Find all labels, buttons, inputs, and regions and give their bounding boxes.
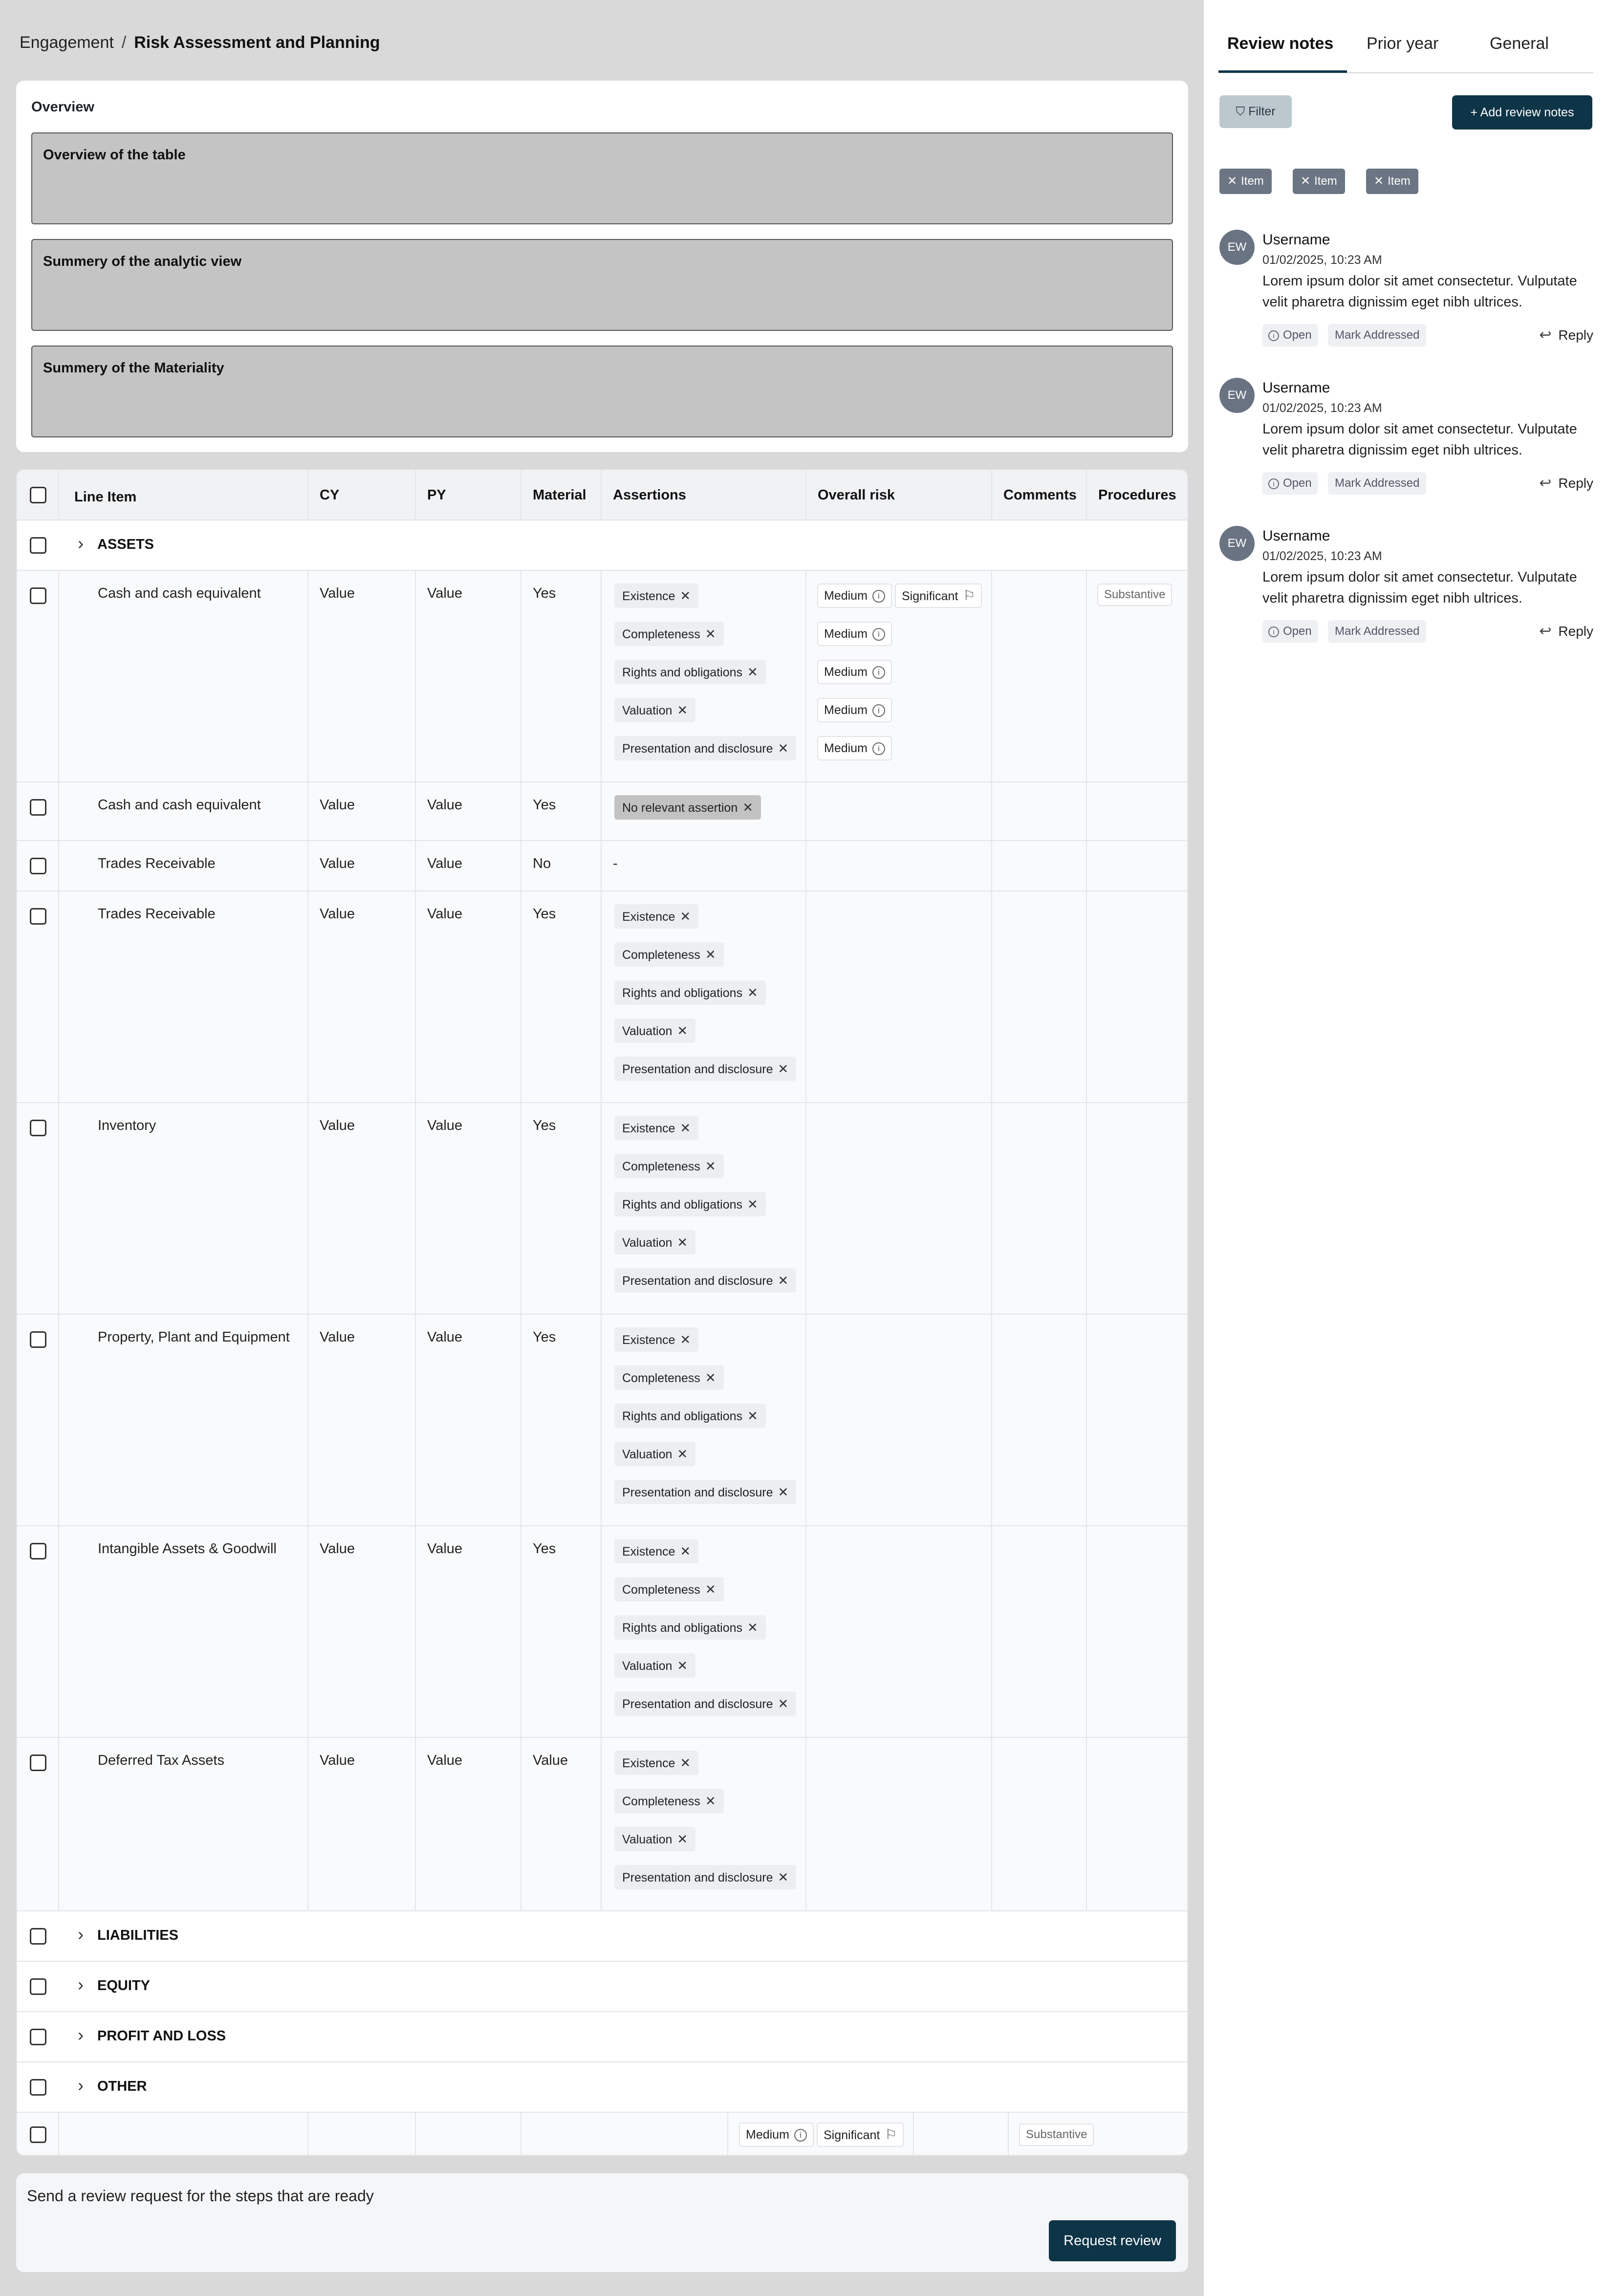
assertion-label: Presentation and disclosure xyxy=(622,1274,773,1288)
header-overall-risk[interactable]: Overall risk xyxy=(818,487,895,503)
material-value: Yes xyxy=(533,906,556,922)
note-status-badge xyxy=(1262,620,1318,643)
tab-general[interactable]: General xyxy=(1490,34,1549,53)
close-icon[interactable]: ✕ xyxy=(1374,174,1384,188)
close-icon[interactable]: ✕ xyxy=(705,947,716,962)
assertion-tag[interactable] xyxy=(614,622,724,646)
column-divider xyxy=(307,470,308,520)
significant-badge[interactable] xyxy=(895,584,982,608)
cy-value: Value xyxy=(320,1753,355,1768)
py-value: Value xyxy=(427,856,463,871)
assertion-tag[interactable] xyxy=(614,980,766,1005)
assertion-tag[interactable] xyxy=(614,1327,698,1352)
close-icon[interactable]: ✕ xyxy=(705,1794,716,1808)
overview-table-box[interactable] xyxy=(31,132,1173,224)
group-row-profit-and-loss[interactable] xyxy=(17,2012,1188,2062)
assertion-label: Existence xyxy=(622,1122,675,1135)
chevron-right-icon[interactable]: › xyxy=(78,1924,84,1944)
close-icon[interactable]: ✕ xyxy=(680,588,691,603)
row-checkbox[interactable] xyxy=(30,587,46,604)
column-divider xyxy=(913,2113,914,2156)
risk-badge[interactable] xyxy=(817,736,892,760)
py-value: Value xyxy=(427,1541,463,1557)
row-checkbox[interactable] xyxy=(30,1928,46,1945)
close-icon[interactable]: ✕ xyxy=(742,800,754,815)
header-material[interactable]: Material xyxy=(533,487,586,503)
group-row-assets[interactable] xyxy=(17,520,1188,571)
column-divider xyxy=(58,571,59,1911)
filter-label: Filter xyxy=(1248,105,1276,118)
column-divider xyxy=(307,571,308,1911)
header-procedures[interactable]: Procedures xyxy=(1098,487,1176,503)
material-value: Value xyxy=(533,1753,568,1768)
assertion-label: Valuation xyxy=(622,1659,673,1673)
tab-prior-year[interactable]: Prior year xyxy=(1367,34,1439,53)
materiality-summary-label: Summery of the Materiality xyxy=(43,360,224,376)
material-value: Yes xyxy=(533,1541,556,1557)
assertion-label: Rights and obligations xyxy=(622,1621,742,1635)
significant-label: Significant xyxy=(902,589,958,603)
row-checkbox[interactable] xyxy=(30,2079,46,2096)
table-row xyxy=(17,782,1188,841)
row-checkbox[interactable] xyxy=(30,2029,46,2045)
panel-tabs xyxy=(1218,0,1593,73)
risk-badge[interactable] xyxy=(817,622,892,646)
line-item-name: Inventory xyxy=(98,1118,156,1133)
assertion-tag[interactable] xyxy=(614,584,698,608)
header-assertions[interactable]: Assertions xyxy=(613,487,686,503)
info-icon: i xyxy=(1268,478,1279,489)
mark-addressed-button[interactable]: Mark Addressed xyxy=(1328,620,1426,643)
flag-icon: ⚐ xyxy=(885,2127,897,2142)
assertion-label: Rights and obligations xyxy=(622,666,742,679)
chip-label: Item xyxy=(1314,174,1337,188)
note-timestamp: 01/02/2025, 10:23 AM xyxy=(1262,253,1382,267)
column-divider xyxy=(1086,571,1087,1911)
py-value: Value xyxy=(427,906,463,922)
chevron-right-icon[interactable]: › xyxy=(78,2075,84,2095)
info-icon: i xyxy=(1268,627,1279,637)
assertion-label: Existence xyxy=(622,1756,675,1770)
column-divider xyxy=(58,470,59,520)
cy-value: Value xyxy=(320,1118,355,1133)
group-label-equity: EQUITY xyxy=(97,1978,150,1993)
risk-badge[interactable] xyxy=(739,2123,814,2147)
reply-icon: ↩ xyxy=(1539,327,1552,343)
review-request-text: Send a review request for the steps that are ready xyxy=(27,2187,374,2205)
reply-button[interactable] xyxy=(1539,472,1593,495)
assertion-label: Existence xyxy=(622,1545,675,1559)
py-value: Value xyxy=(427,1753,463,1768)
group-row-equity[interactable] xyxy=(17,1962,1188,2012)
info-icon[interactable]: i xyxy=(872,742,885,755)
column-divider xyxy=(727,2113,728,2156)
close-icon[interactable]: ✕ xyxy=(705,627,716,641)
line-item-name: Deferred Tax Assets xyxy=(98,1753,224,1768)
assertion-tag[interactable] xyxy=(614,1192,766,1216)
assertion-tag[interactable] xyxy=(614,660,766,684)
line-item-name: Trades Receivable xyxy=(98,906,216,922)
risk-badge[interactable] xyxy=(817,660,892,684)
close-icon[interactable]: ✕ xyxy=(680,1121,691,1135)
note-timestamp: 01/02/2025, 10:23 AM xyxy=(1262,549,1382,563)
assertion-tag[interactable] xyxy=(614,736,796,760)
risk-label: Medium xyxy=(824,627,868,641)
column-divider xyxy=(991,571,992,1911)
assertion-tag[interactable] xyxy=(614,1827,695,1851)
filter-chip[interactable] xyxy=(1219,169,1272,194)
table-header xyxy=(17,470,1188,520)
filter-icon: ⛉ xyxy=(1236,105,1249,118)
cy-value: Value xyxy=(320,906,355,922)
avatar: EW xyxy=(1219,378,1255,413)
info-icon[interactable]: i xyxy=(872,590,885,603)
flag-icon: ⚐ xyxy=(963,588,976,603)
close-icon[interactable]: ✕ xyxy=(747,1197,758,1212)
assertion-label: Completeness xyxy=(622,1795,700,1808)
header-comments[interactable]: Comments xyxy=(1003,487,1077,503)
group-label-assets: ASSETS xyxy=(97,537,154,552)
select-all-checkbox[interactable] xyxy=(30,487,46,503)
reply-label: Reply xyxy=(1558,624,1593,639)
review-note xyxy=(1219,526,1593,672)
close-icon[interactable]: ✕ xyxy=(677,1023,688,1038)
line-item-name: Cash and cash equivalent xyxy=(98,585,261,601)
column-divider xyxy=(1086,470,1087,520)
table-grid xyxy=(17,470,1188,2156)
assertion-tag[interactable] xyxy=(614,1404,766,1428)
table-row xyxy=(17,891,1188,1103)
note-body: Lorem ipsum dolor sit amet consectetur. Vulputate velit pharetra dignissim eget nibh ultrices. xyxy=(1262,569,1577,606)
note-status-badge xyxy=(1262,324,1318,347)
assertion-label: Valuation xyxy=(622,1236,673,1250)
reply-button[interactable] xyxy=(1539,620,1593,643)
row-checkbox[interactable] xyxy=(30,1331,46,1348)
note-body: Lorem ipsum dolor sit amet consectetur. Vulputate velit pharetra dignissim eget nibh ultrices. xyxy=(1262,421,1577,458)
filter-button[interactable] xyxy=(1219,95,1292,128)
line-item-name: Cash and cash equivalent xyxy=(98,797,261,813)
close-icon[interactable]: ✕ xyxy=(705,1159,716,1173)
reply-label: Reply xyxy=(1558,476,1593,491)
header-line-item[interactable]: Line Item xyxy=(74,489,137,505)
breadcrumb xyxy=(20,33,380,52)
chevron-right-icon[interactable]: › xyxy=(78,533,84,553)
overview-table-label: Overview of the table xyxy=(43,147,186,163)
assertion-label: Completeness xyxy=(622,628,700,641)
assertion-tag[interactable] xyxy=(614,1789,724,1813)
row-checkbox[interactable] xyxy=(30,2126,46,2143)
row-checkbox[interactable] xyxy=(30,1754,46,1771)
assertion-label: Rights and obligations xyxy=(622,1198,742,1212)
assertion-tag[interactable] xyxy=(614,942,724,967)
material-value: No xyxy=(533,856,551,871)
close-icon[interactable]: ✕ xyxy=(680,1544,691,1559)
row-checkbox[interactable] xyxy=(30,908,46,925)
column-divider xyxy=(601,571,602,1911)
assertion-tag[interactable] xyxy=(614,1365,724,1390)
cy-value: Value xyxy=(320,797,355,813)
close-icon[interactable]: ✕ xyxy=(677,1235,688,1250)
status-label: Open xyxy=(1283,477,1312,490)
info-icon[interactable]: i xyxy=(872,666,885,679)
assertion-label: Presentation and disclosure xyxy=(622,1871,773,1884)
close-icon[interactable]: ✕ xyxy=(747,1408,758,1423)
table-row xyxy=(17,1103,1188,1315)
column-divider xyxy=(307,2113,308,2156)
mark-addressed-button[interactable]: Mark Addressed xyxy=(1328,324,1426,347)
assertion-label: Completeness xyxy=(622,1371,700,1385)
row-checkbox[interactable] xyxy=(30,1543,46,1560)
chevron-right-icon[interactable]: › xyxy=(78,1974,84,1994)
assertion-label: Valuation xyxy=(622,1024,673,1038)
review-request-card xyxy=(16,2173,1188,2272)
py-value: Value xyxy=(427,585,463,601)
close-icon[interactable]: ✕ xyxy=(1301,174,1311,188)
row-checkbox[interactable] xyxy=(30,1120,46,1136)
chip-label: Item xyxy=(1388,174,1411,188)
assertion-label: Existence xyxy=(622,589,675,603)
assertion-tag[interactable] xyxy=(614,1442,695,1466)
chip-label: Item xyxy=(1241,174,1264,188)
group-row-liabilities[interactable] xyxy=(17,1911,1188,1962)
material-value: Yes xyxy=(533,797,556,813)
risk-label: Medium xyxy=(824,665,868,679)
note-status-badge xyxy=(1262,472,1318,495)
assertion-tag[interactable] xyxy=(614,1268,796,1293)
close-icon[interactable]: ✕ xyxy=(778,1273,789,1288)
line-item-name: Property, Plant and Equipment xyxy=(98,1329,290,1345)
close-icon[interactable]: ✕ xyxy=(705,1582,716,1597)
assertion-tag[interactable] xyxy=(614,1865,796,1889)
assertion-label: Presentation and disclosure xyxy=(622,1062,773,1076)
assertion-tag[interactable] xyxy=(614,1480,796,1504)
line-item-name: Intangible Assets & Goodwill xyxy=(98,1541,277,1557)
active-tab-indicator xyxy=(1218,70,1347,73)
assertion-label: Presentation and disclosure xyxy=(622,1697,773,1711)
py-value: Value xyxy=(427,797,463,813)
info-icon: i xyxy=(1268,330,1279,341)
reply-button[interactable] xyxy=(1539,324,1593,347)
analytic-summary-label: Summery of the analytic view xyxy=(43,254,242,269)
group-label-profit-and-loss: PROFIT AND LOSS xyxy=(97,2028,226,2044)
group-label-other: OTHER xyxy=(97,2079,147,2094)
review-panel xyxy=(1204,0,1607,2296)
close-icon[interactable]: ✕ xyxy=(677,1447,688,1461)
py-value: Value xyxy=(427,1118,463,1133)
assertion-tag[interactable] xyxy=(614,1057,796,1081)
row-checkbox[interactable] xyxy=(30,858,46,874)
request-review-button[interactable]: Request review xyxy=(1049,2220,1176,2261)
close-icon[interactable]: ✕ xyxy=(747,985,758,1000)
tab-review-notes[interactable]: Review notes xyxy=(1227,34,1334,53)
analytic-summary-box[interactable] xyxy=(31,239,1173,331)
assertion-label: Completeness xyxy=(622,1583,700,1597)
material-value: Yes xyxy=(533,1118,556,1133)
assertion-tag[interactable] xyxy=(614,1230,695,1255)
risk-label: Medium xyxy=(824,703,868,717)
assertion-tag[interactable] xyxy=(614,1154,724,1178)
assertion-tag[interactable] xyxy=(614,1018,695,1043)
filter-chip[interactable] xyxy=(1366,169,1418,194)
assertion-tag[interactable] xyxy=(614,1691,796,1716)
cy-value: Value xyxy=(320,1329,355,1345)
status-label: Open xyxy=(1283,328,1312,342)
table-row xyxy=(17,1315,1188,1526)
review-note xyxy=(1219,230,1593,376)
close-icon[interactable]: ✕ xyxy=(1227,174,1238,188)
assertion-label: Valuation xyxy=(622,1833,673,1846)
info-icon[interactable]: i xyxy=(872,628,885,641)
column-divider xyxy=(415,470,416,520)
risk-label: Medium xyxy=(824,741,868,755)
close-icon[interactable]: ✕ xyxy=(677,703,688,717)
assertion-label: Presentation and disclosure xyxy=(622,1486,773,1499)
assertion-tag[interactable] xyxy=(614,1615,766,1640)
column-divider xyxy=(805,470,806,520)
column-divider xyxy=(58,2113,59,2156)
procedure-badge[interactable]: Substantive xyxy=(1019,2123,1094,2146)
avatar: EW xyxy=(1219,230,1255,265)
assertion-label: Completeness xyxy=(622,1160,700,1173)
table-row xyxy=(17,841,1188,891)
assertion-label: Valuation xyxy=(622,1448,673,1461)
note-timestamp: 01/02/2025, 10:23 AM xyxy=(1262,401,1382,415)
assertion-label: Rights and obligations xyxy=(622,1409,742,1423)
close-icon[interactable]: ✕ xyxy=(680,1755,691,1770)
assertions-empty: - xyxy=(613,856,618,871)
column-divider xyxy=(805,571,806,1911)
assertion-tag[interactable] xyxy=(614,1577,724,1602)
close-icon[interactable]: ✕ xyxy=(680,909,691,924)
column-divider xyxy=(415,2113,416,2156)
assertion-label: Existence xyxy=(622,1333,675,1347)
risk-label: Medium xyxy=(824,589,868,603)
note-username: Username xyxy=(1262,380,1330,396)
reply-icon: ↩ xyxy=(1539,623,1552,639)
table-row xyxy=(17,1526,1188,1738)
close-icon[interactable]: ✕ xyxy=(778,1061,789,1076)
table-row xyxy=(17,571,1188,782)
table-row xyxy=(17,1738,1188,1911)
close-icon[interactable]: ✕ xyxy=(680,1332,691,1347)
close-icon[interactable]: ✕ xyxy=(705,1370,716,1385)
line-items-table xyxy=(16,469,1188,2156)
table-footer-row xyxy=(17,2113,1188,2156)
risk-label: Medium xyxy=(746,2128,789,2142)
close-icon[interactable]: ✕ xyxy=(778,1870,789,1884)
assertion-tag[interactable] xyxy=(614,1116,698,1140)
filter-chip[interactable] xyxy=(1293,169,1345,194)
row-checkbox[interactable] xyxy=(30,537,46,554)
row-checkbox[interactable] xyxy=(30,1978,46,1995)
assertion-label: Valuation xyxy=(622,704,673,717)
column-divider xyxy=(601,470,602,520)
risk-badge[interactable] xyxy=(817,584,892,608)
avatar: EW xyxy=(1219,526,1255,561)
cy-value: Value xyxy=(320,585,355,601)
overview-title: Overview xyxy=(31,99,94,115)
note-username: Username xyxy=(1262,528,1330,544)
info-icon[interactable]: i xyxy=(872,704,885,717)
breadcrumb-parent[interactable]: Engagement xyxy=(20,33,114,52)
assertion-label: Completeness xyxy=(622,948,700,962)
breadcrumb-current: Risk Assessment and Planning xyxy=(134,33,380,52)
row-checkbox[interactable] xyxy=(30,799,46,816)
close-icon[interactable]: ✕ xyxy=(778,1696,789,1711)
column-divider xyxy=(991,470,992,520)
review-note xyxy=(1219,378,1593,524)
header-cy[interactable]: CY xyxy=(320,487,340,503)
reply-icon: ↩ xyxy=(1539,475,1552,491)
assertion-label: Presentation and disclosure xyxy=(622,742,773,756)
significant-badge[interactable] xyxy=(817,2123,904,2147)
assertion-label: No relevant assertion xyxy=(622,801,738,815)
py-value: Value xyxy=(427,1329,463,1345)
breadcrumb-separator: / xyxy=(121,33,127,52)
line-item-name: Trades Receivable xyxy=(98,856,216,871)
cy-value: Value xyxy=(320,856,355,871)
header-py[interactable]: PY xyxy=(427,487,446,503)
group-label-liabilities: LIABILITIES xyxy=(97,1928,178,1943)
close-icon[interactable]: ✕ xyxy=(778,741,789,756)
close-icon[interactable]: ✕ xyxy=(747,665,758,679)
close-icon[interactable]: ✕ xyxy=(778,1485,789,1499)
assertion-tag[interactable] xyxy=(614,1751,698,1775)
chevron-right-icon[interactable]: › xyxy=(78,2025,84,2045)
reply-label: Reply xyxy=(1558,327,1593,343)
significant-label: Significant xyxy=(824,2128,880,2142)
risk-badge[interactable] xyxy=(817,698,892,722)
no-relevant-assertion-tag[interactable] xyxy=(614,795,761,820)
status-label: Open xyxy=(1283,625,1312,638)
assertion-label: Rights and obligations xyxy=(622,986,742,1000)
note-body: Lorem ipsum dolor sit amet consectetur. Vulputate velit pharetra dignissim eget nibh ultrices. xyxy=(1262,273,1577,310)
material-value: Yes xyxy=(533,1329,556,1345)
assertion-tag[interactable] xyxy=(614,698,695,722)
close-icon[interactable]: ✕ xyxy=(747,1620,758,1635)
info-icon[interactable]: i xyxy=(794,2129,807,2142)
cy-value: Value xyxy=(320,1541,355,1557)
assertion-tag[interactable] xyxy=(614,1653,695,1678)
close-icon[interactable]: ✕ xyxy=(677,1832,688,1846)
assertion-tag[interactable] xyxy=(614,904,698,929)
assertion-label: Existence xyxy=(622,910,675,924)
assertion-tag[interactable] xyxy=(614,1539,698,1563)
material-value: Yes xyxy=(533,585,556,601)
add-review-notes-button[interactable]: + Add review notes xyxy=(1452,95,1592,130)
column-divider xyxy=(1008,2113,1009,2156)
overview-card xyxy=(16,81,1188,452)
mark-addressed-button[interactable]: Mark Addressed xyxy=(1328,472,1426,495)
column-divider xyxy=(415,571,416,1911)
materiality-summary-box[interactable] xyxy=(31,346,1173,437)
note-username: Username xyxy=(1262,232,1330,248)
procedure-badge[interactable]: Substantive xyxy=(1097,584,1172,606)
group-row-other[interactable] xyxy=(17,2062,1188,2113)
close-icon[interactable]: ✕ xyxy=(677,1658,688,1673)
